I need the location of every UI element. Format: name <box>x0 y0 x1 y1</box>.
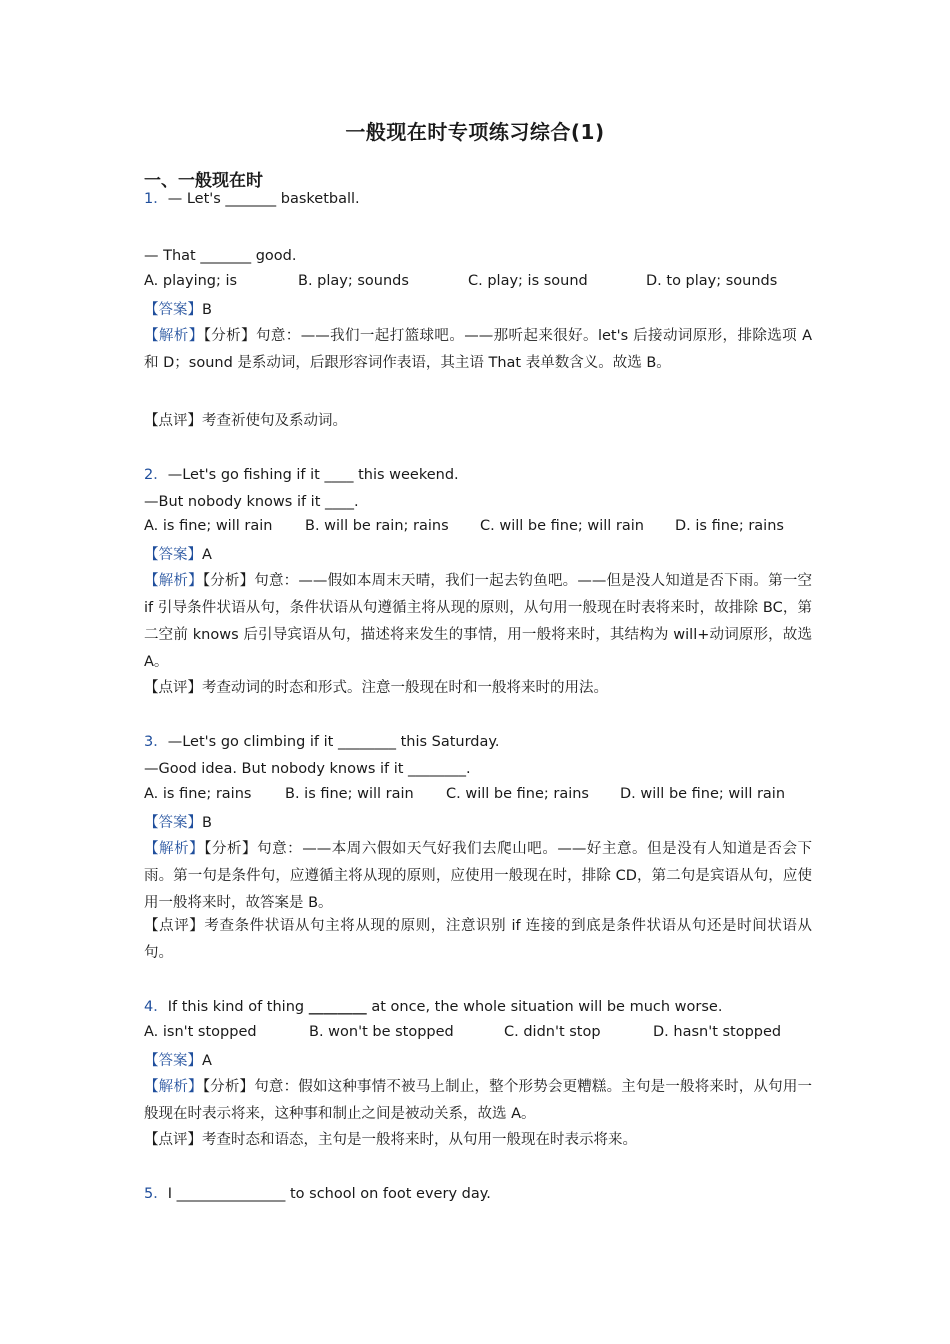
option-d: D. will be fine; will rain <box>620 786 786 802</box>
analysis-block <box>144 568 812 676</box>
answer-row <box>144 300 212 320</box>
page-title: 一般现在时专项练习综合(1) <box>345 120 605 144</box>
question-text: —Let's go fishing if it ____ this weekend. <box>167 467 459 483</box>
analysis-text: 【分析】句意：——我们一起打篮球吧。——那听起来很好。let's 后接动词原形，排除选项 A 和 D；sound 是系动词，后跟形容词作表语，其主语 That 表单数含义。故选 B。 <box>144 328 813 371</box>
option-b: B. won't be stopped <box>309 1024 454 1040</box>
analysis-text: 【分析】句意：假如这种事情不被马上制止，整个形势会更糟糕。主句是一般将来时，从句用一般现在时表示将来，这种事和制止之间是被动关系，故选 A。 <box>144 1079 812 1122</box>
option-d: D. is fine; rains <box>675 518 784 534</box>
question-2-line-2: —But nobody knows if it ____. <box>144 494 359 510</box>
question-3-line-1 <box>144 732 500 752</box>
analysis-label: 【解析】 <box>144 841 205 857</box>
option-a: A. isn't stopped <box>144 1024 257 1040</box>
comment-text: 考查动词的时态和形式。注意一般现在时和一般将来时的用法。 <box>202 680 608 696</box>
option-a: A. is fine; rains <box>144 786 252 802</box>
analysis-label: 【解析】 <box>144 1079 203 1095</box>
question-1-line-2: — That _______ good. <box>144 248 297 264</box>
question-blank: ________ <box>308 999 367 1015</box>
analysis-text: 【分析】句意：——假如本周末天晴，我们一起去钓鱼吧。——但是没人知道是否下雨。第一空 if 引导条件状语从句，条件状语从句遵循主将从现的原则，从句用一般现在时表将来时，故排除 BC，第二空前 knows 后引导宾语从句，描述将来发生的事情，用一般将来时，其结构为 will+动词原形，故选 A。 <box>144 573 813 670</box>
answer-value: B <box>202 815 212 831</box>
section-heading: 一、一般现在时 <box>144 171 263 191</box>
comment-label: 【点评】 <box>144 918 205 934</box>
option-b: B. is fine; will rain <box>285 786 414 802</box>
question-2-line-1 <box>144 465 459 485</box>
answer-row <box>144 545 212 565</box>
question-text-end: at once, the whole situation will be much worse. <box>366 999 723 1015</box>
answer-row <box>144 1051 212 1071</box>
comment-text: 考查祈使句及系动词。 <box>202 413 347 429</box>
answer-label: 【答案】 <box>144 547 202 563</box>
comment-label: 【点评】 <box>144 413 202 429</box>
answer-value: A <box>202 1053 212 1069</box>
question-5-line-1 <box>144 1184 491 1204</box>
comment-row <box>144 1130 637 1150</box>
option-a: A. playing; is <box>144 273 238 289</box>
analysis-block <box>144 323 812 377</box>
comment-row <box>144 411 347 431</box>
question-number: 2． <box>144 467 168 483</box>
question-number: 4． <box>144 999 168 1015</box>
comment-label: 【点评】 <box>144 680 202 696</box>
question-number: 5． <box>144 1186 168 1202</box>
option-d: D. to play; sounds <box>646 273 778 289</box>
comment-row <box>144 678 608 698</box>
option-d: D. hasn't stopped <box>653 1024 782 1040</box>
analysis-block <box>144 1074 812 1128</box>
answer-label: 【答案】 <box>144 302 202 318</box>
question-4-line-1 <box>144 997 722 1017</box>
option-b: B. play; sounds <box>298 273 409 289</box>
option-c: C. will be fine; rains <box>446 786 589 802</box>
question-text: I _______________ to school on foot every day. <box>167 1186 491 1202</box>
question-number: 1． <box>144 191 168 207</box>
analysis-label: 【解析】 <box>144 573 203 589</box>
analysis-label: 【解析】 <box>144 328 204 344</box>
answer-label: 【答案】 <box>144 815 202 831</box>
option-c: C. didn't stop <box>504 1024 601 1040</box>
option-c: C. play; is sound <box>468 273 588 289</box>
comment-text: 考查条件状语从句主将从现的原则，注意识别 if 连接的到底是条件状语从句还是时间状语从句。 <box>144 918 813 961</box>
question-3-line-2: —Good idea. But nobody knows if it ________. <box>144 761 471 777</box>
question-text: —Let's go climbing if it ________ this Saturday. <box>167 734 500 750</box>
comment-text: 考查时态和语态，主句是一般将来时，从句用一般现在时表示将来。 <box>202 1132 637 1148</box>
answer-label: 【答案】 <box>144 1053 202 1069</box>
answer-row <box>144 813 212 833</box>
question-1-line-1 <box>144 189 360 209</box>
comment-label: 【点评】 <box>144 1132 202 1148</box>
analysis-block <box>144 836 812 917</box>
answer-value: B <box>202 302 212 318</box>
option-c: C. will be fine; will rain <box>480 518 644 534</box>
comment-block <box>144 913 812 967</box>
question-text: — Let's _______ basketball. <box>167 191 360 207</box>
option-a: A. is fine; will rain <box>144 518 273 534</box>
analysis-text: 【分析】句意：——本周六假如天气好我们去爬山吧。——好主意。但是没有人知道是否会下雨。第一句是条件句，应遵循主将从现的原则，应使用一般现在时，排除 CD，第二句是宾语从句，应使用一般将来时，故答案是 B。 <box>144 841 813 911</box>
answer-value: A <box>202 547 212 563</box>
option-b: B. will be rain; rains <box>305 518 449 534</box>
question-number: 3． <box>144 734 168 750</box>
question-text-start: If this kind of thing <box>167 999 309 1015</box>
